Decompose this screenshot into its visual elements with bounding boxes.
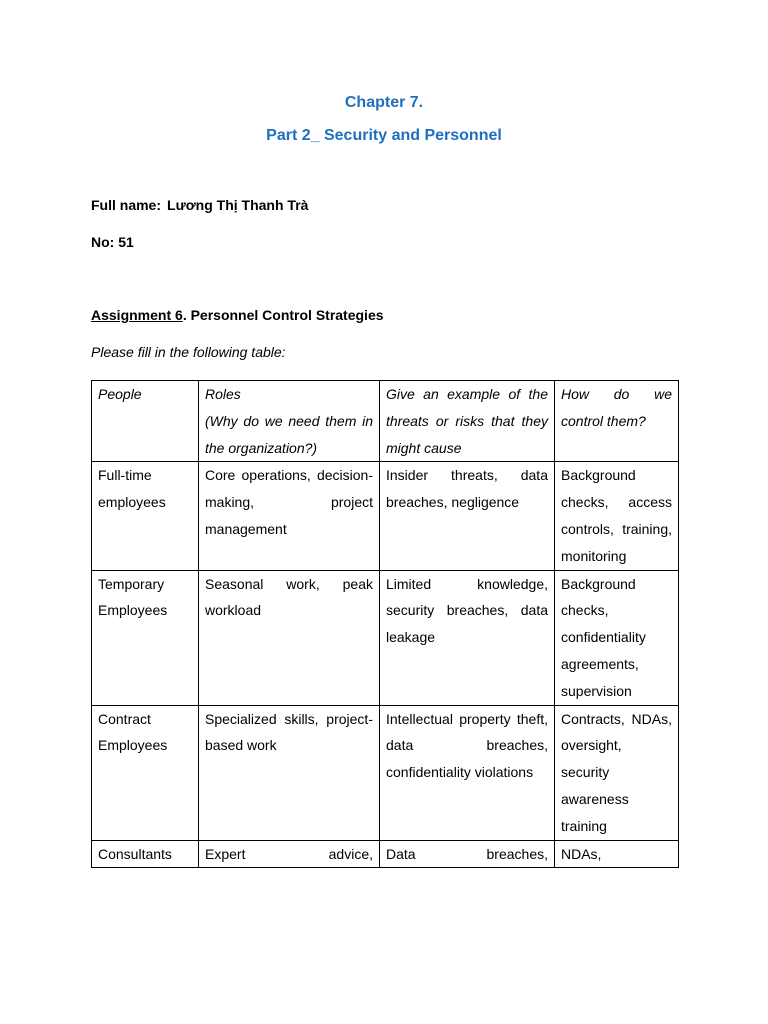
header-control: How do we control them? bbox=[555, 381, 679, 462]
cell-people: Temporary Employees bbox=[92, 570, 199, 705]
cell-control: Contracts, NDAs, oversight, security awareness training bbox=[555, 705, 679, 840]
full-name-line bbox=[91, 197, 308, 213]
header-roles-text: Roles (Why do we need them in the organization?) bbox=[205, 386, 373, 456]
assignment-number: Assignment 6 bbox=[91, 307, 183, 323]
chapter-title: Chapter 7. bbox=[344, 94, 424, 111]
table-row bbox=[92, 462, 679, 570]
assignment-title: . Personnel Control Strategies bbox=[182, 307, 384, 323]
cell-roles: Specialized skills, project-based work bbox=[199, 705, 380, 840]
cell-control: Background checks, access controls, training, monitoring bbox=[555, 462, 679, 570]
personnel-control-table bbox=[91, 380, 679, 868]
table-row bbox=[92, 570, 679, 705]
assignment-heading bbox=[91, 307, 384, 323]
cell-threats: Intellectual property theft, data breaches, confidentiality violations bbox=[380, 705, 555, 840]
cell-people: Contract Employees bbox=[92, 705, 199, 840]
cell-threats: Data breaches, bbox=[380, 840, 555, 868]
part-title: Part 2_ Security and Personnel bbox=[266, 127, 502, 144]
cell-threats: Limited knowledge, security breaches, data leakage bbox=[380, 570, 555, 705]
header-threats: Give an example of the threats or risks that they might cause bbox=[380, 381, 555, 462]
header-people: People bbox=[92, 381, 199, 462]
student-number: No: 51 bbox=[91, 234, 134, 250]
header-roles bbox=[199, 381, 380, 462]
cell-people: Consultants bbox=[92, 840, 199, 868]
table-row bbox=[92, 705, 679, 840]
cell-people: Full-time employees bbox=[92, 462, 199, 570]
cell-roles: Seasonal work, peak workload bbox=[199, 570, 380, 705]
cell-roles: Core operations, decision-making, project management bbox=[199, 462, 380, 570]
full-name-label: Full name: bbox=[91, 197, 162, 213]
full-name-value: Lương Thị Thanh Trà bbox=[167, 197, 309, 213]
assignment-instruction: Please fill in the following table: bbox=[91, 344, 286, 360]
cell-threats: Insider threats, data breaches, negligence bbox=[380, 462, 555, 570]
table-header-row bbox=[92, 381, 679, 462]
cell-control: NDAs, bbox=[555, 840, 679, 868]
cell-roles: Expert advice, bbox=[199, 840, 380, 868]
cell-control: Background checks, confidentiality agreements, supervision bbox=[555, 570, 679, 705]
table-row bbox=[92, 840, 679, 868]
